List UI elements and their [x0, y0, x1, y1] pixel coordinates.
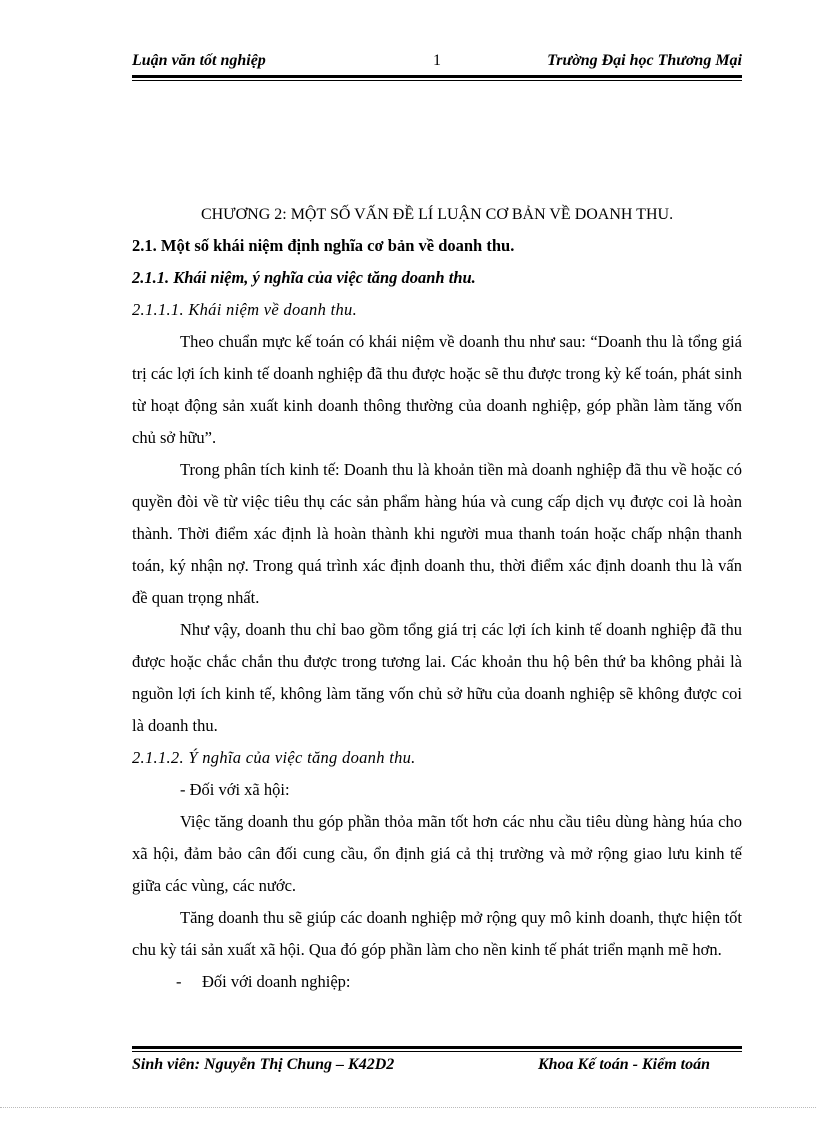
bullet-society: - Đối với xã hội:	[180, 780, 290, 799]
header-page-number: 1	[433, 52, 441, 69]
footer-department: Khoa Kế toán - Kiểm toán	[537, 1056, 710, 1073]
footer-rule-thin	[132, 1051, 742, 1052]
page-footer	[132, 1056, 710, 1078]
header-rule-thick	[132, 75, 742, 78]
chapter-title: CHƯƠNG 2: MỘT SỐ VẤN ĐỀ LÍ LUẬN CƠ BẢN VỀ DOANH THU.	[200, 206, 674, 223]
section-heading-2-1-1-2: 2.1.1.2. Ý nghĩa của việc tăng doanh thu.	[132, 748, 416, 767]
page-header	[132, 52, 742, 74]
bullet-enterprise	[132, 966, 742, 998]
section-heading-2-1-1: 2.1.1. Khái niệm, ý nghĩa của việc tăng doanh thu.	[132, 268, 476, 287]
paragraph-economy-benefit: Tăng doanh thu sẽ giúp các doanh nghiệp mở rộng quy mô kinh doanh, thực hiện tốt chu kỳ tái sản xuất xã hội. Qua đó góp phần làm cho nền kinh tế phát triển mạnh mẽ hơn.	[132, 908, 742, 959]
header-thesis-label: Luận văn tốt nghiệp	[132, 52, 266, 69]
header-rule-thin	[132, 80, 742, 81]
document-body	[132, 200, 742, 998]
paragraph-society-benefit: Việc tăng doanh thu góp phần thỏa mãn tốt hơn các nhu cầu tiêu dùng hàng húa cho xã hội, đảm bảo cân đối cung cầu, ổn định giá cả thị trường và mở rộng giao lưu kinh tế giữa các vùng, các nước.	[132, 812, 742, 895]
bullet-enterprise-label: Đối với doanh nghiệp:	[202, 972, 351, 991]
bullet-dash: -	[176, 972, 182, 991]
paragraph-definition-economic: Trong phân tích kinh tế: Doanh thu là khoản tiền mà doanh nghiệp đã thu về hoặc có quyền đòi về từ việc tiêu thụ các sản phẩm hàng húa và cung cấp dịch vụ được coi là hoàn thành. Thời điểm xác định là hoàn thành khi người mua thanh toán hoặc chấp nhận thanh toán, ký nhận nợ. Trong quá trình xác định doanh thu, thời điểm xác định doanh thu là vấn đề quan trọng nhất.	[132, 460, 742, 607]
footer-rule-thick	[132, 1046, 742, 1049]
section-heading-2-1: 2.1. Một số khái niệm định nghĩa cơ bản về doanh thu.	[132, 236, 515, 255]
page-bottom-dotted-line	[0, 1107, 816, 1108]
section-heading-2-1-1-1: 2.1.1.1. Khái niệm về doanh thu.	[132, 300, 357, 319]
footer-student: Sinh viên: Nguyễn Thị Chung – K42D2	[132, 1056, 395, 1073]
header-university: Trường Đại học Thương Mại	[547, 52, 742, 69]
paragraph-definition-standard: Theo chuẩn mực kế toán có khái niệm về doanh thu như sau: “Doanh thu là tổng giá trị các lợi ích kinh tế doanh nghiệp đã thu được hoặc sẽ thu được trong kỳ kế toán, phát sinh từ hoạt động sản xuất kinh doanh thông thường của doanh nghiệp, góp phần làm tăng vốn chủ sở hữu”.	[132, 332, 742, 447]
paragraph-revenue-scope: Như vậy, doanh thu chỉ bao gồm tổng giá trị các lợi ích kinh tế doanh nghiệp đã thu được hoặc chắc chắn thu được trong tương lai. Các khoản thu hộ bên thứ ba không phải là nguồn lợi ích kinh tế, không làm tăng vốn chủ sở hữu của doanh nghiệp sẽ không được coi là doanh thu.	[132, 620, 742, 735]
